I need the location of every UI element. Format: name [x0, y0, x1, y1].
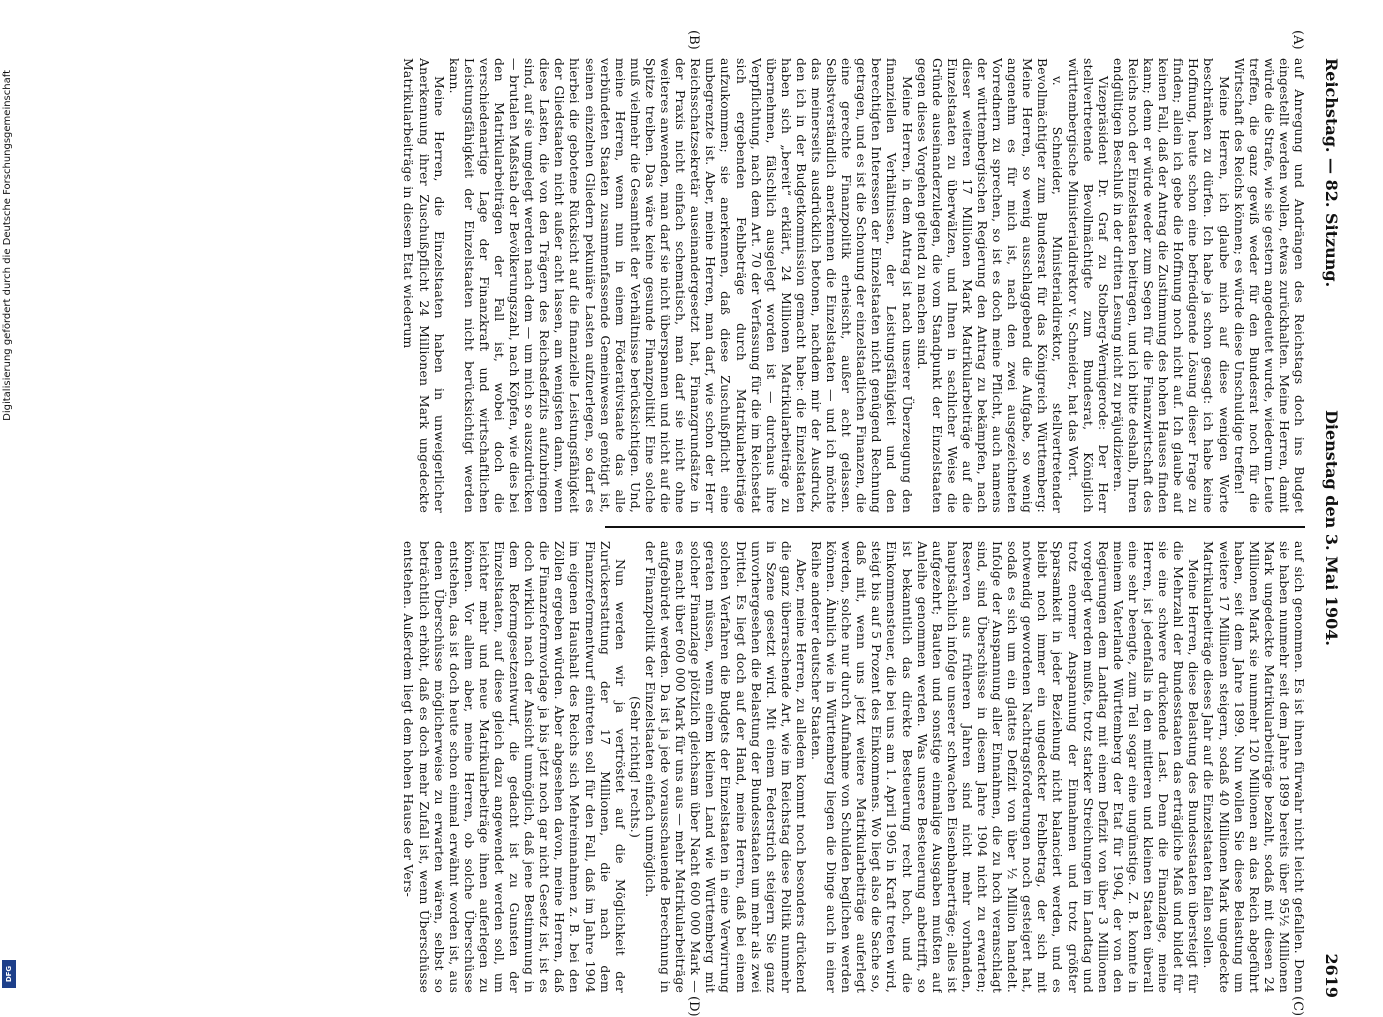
header-publication: Reichstag. — 82. Sitzung.: [1322, 58, 1341, 288]
column-right: [82, 541, 1307, 993]
margin-marker-d: (D): [686, 996, 701, 1017]
paragraph: auf Anregung und Andrängen des Reichstags doch ins Budget eingestellt werden wollen, etwas zurückhalten. Meine Herren, damit würde die Strafe, wie sie gestern angedeutet wurde, wiederum Leute treffen, die ganz gewiß weder für den Bundesrat noch für die Wirtschaft des Reichs können; es würde diese Unschuldige treffen!: [1231, 58, 1307, 513]
paragraph: Vizepräsident Dr. Graf zu Stolberg-Wernigerode: Der Herr stellvertretende Bevollmächtigte zum Bundesrat, Königlich württembergische Ministerialdirektor v. Schneider, hat das Wort.: [1065, 58, 1111, 513]
column-left: [82, 58, 1307, 513]
paragraph: v. Schneider, Ministerialdirektor, stellvertretender Bevollmächtigter zum Bundesrat für das Königreich Württemberg: Meine Herren, so wenig ausschlaggebend die Aufgabe, so wenig angenehm es für mich ist, nach den zwei ausgezeichneten Vorrednern zu sprechen, so ist es doch meine Pflicht, auch namens der württembergischen Regierung den Antrag zu bekämpfen, nach dieser weiteren 17 Millionen Mark Matrikularbeiträge auf die Einzelstaaten zu überwälzen, und Ihnen in sachlicher Weise die Gründe auseinanderzulegen, die vom Standpunkt der Einzelstaaten gegen dieses Vorgehen geltend zu machen sind.: [914, 58, 1066, 513]
credit-text: Digitalisierung gefördert durch die Deutsche Forschungsgemeinschaft: [2, 70, 13, 421]
page-number: 2619: [1322, 953, 1341, 998]
document-page: [76, 30, 1341, 1017]
paragraph: auf sich genommen. Es ist ihnen fürwahr nicht leicht gefallen. Denn sie haben nunmehr seit dem Jahre 1899 bereits über 95½ Millionen Mark ungedeckte Matrikularbeiträge bezahlt, sodaß mit diesen 24 Millionen Mark sie nunmehr 120 Millionen an das Reich abgeführt haben, seit dem Jahre 1899. Nun wollen Sie diese Belastung um weitere 17 Millionen steigern, sodaß 40 Millionen Mark ungedeckte Matrikularbeiträge dieses Jahr auf die Einzelstaaten fallen sollen.: [1201, 541, 1307, 993]
dfg-logo-text: DFG: [5, 965, 13, 983]
page-header: [1315, 58, 1341, 998]
dfg-logo: [2, 960, 16, 988]
paragraph: Meine Herren, die Einzelstaaten haben in unweigerlicher Anerkennung ihrer Zuschußpflicht 24 Millionen Mark ungedeckte Matrikularbeiträge in diesem Etat wiederum: [401, 58, 447, 513]
margin-marker-b: (B): [686, 30, 701, 50]
paragraph: Meine Herren, diese Belastung des Bundesstaaten übersteigt für die Mehrzahl der Bundesstaaten das erträgliche Maß und bildet für sie eine schwere drückende Last. Denn die Finanzlage, meine Herren, ist jedenfalls in den mittleren und kleinen Staaten überall eine sehr beengte, zum Teil sogar eine ungünstige. Z. B. konnte in meinem Vaterlande Württemberg der Etat für 1904, der von den Regierungen dem Landtag mit einem Defizit von über 3 Millionen vorgelegt werden mußte, trotz starker Streichungen im Landtag und trotz enormer Anspannung der Einnahmen und trotz größter Sparsamkeit in jeder Beziehung nicht balanciert werden, und es bleibt noch immer ein ungedeckter Fehlbetrag, der sich mit notwendig gewordenen Nachtragsforderungen noch gesteigert hat, sodaß es sich um ein glattes Defizit von über ½ Million handelt. Infolge der Anspannung aller Einnahmen, die zu hoch veranschlagt sind, sind Überschüsse in diesem Jahre 1904 nicht zu erwarten; Reserven aus früheren Jahren sind nicht mehr vorhanden, hauptsächlich infolge unserer schwachen Eisenbahnerträge; alles ist aufgezehrt; Bauten und sonstige einmalige Ausgaben mußten auf Anleihe genommen werden. Was unsere Besteuerung anbetrifft, so ist bekanntlich das direkte Besteuerung recht hoch, und die Einkommensteuer, die bei uns am 1. April 1905 in Kraft treten wird, steigt bis auf 5 Prozent des Einkommens. Wo liegt also die Sache so, daß mit, wenn uns jetzt weitere Matrikularbeiträge auferlegt werden, solche nur durch Aufnahme von Schulden beglichen werden können. Ähnlich wie in Württemberg liegen die Dinge auch in einer Reihe anderer deutscher Staaten.: [809, 541, 1202, 993]
paragraph: Aber, meine Herren, zu alledem kommt noch besonders drückend die ganz überraschende Art, wie im Reichstag diese Politik nunmehr in Szene gesetzt wird. Mit einem Federstrich steigern Sie ganz unvorhergesehen die Belastung der Bundesstaaten um mehr als zwei Drittel. Es liegt doch auf der Hand, meine Herren, daß bei einem solchen Verfahren die Budgets der Einzelstaaten in eine Verwirrung geraten müssen, wenn einem kleinen Land wie Württemberg mit solcher Finanzlage plötzlich gleichsam über Nacht 600 000 Mark — es macht über 600 000 Mark für uns aus — mehr Matrikularbeiträge aufgebürdet werden. Da ist ja jede vorausschauende Berechnung in der Finanzpolitik der Einzelstaaten einfach unmöglich.: [642, 541, 809, 993]
column-divider: [605, 526, 1305, 528]
interjection: (Sehr richtig! rechts.): [627, 696, 643, 838]
digitization-credit: [2, 70, 16, 990]
paragraph: Meine Herren, in dem Antrag ist nach unserer Überzeugung den finanziellen Verhältnissen, der Leistungsfähigkeit und den berechtigten Interessen der Einzelstaaten nicht genügend Rechnung getragen, und es ist die Schonung der einzelstaatlichen Finanzen, die eine gerechte Finanzpolitik erheischt, außer acht gelassen. Selbstverständlich anerkennen die Einzelstaaten — und ich möchte das meinerseits ausdrücklich betonen, nachdem mir der Ausdruck, den ich in der Budgetkommission gemacht habe: die Einzelstaaten haben sich „bereit“ erklärt, 24 Millionen Matrikularbeiträge zu übernehmen, fälschlich ausgelegt worden ist — durchaus ihre Verpflichtung, nach dem Art. 70 der Verfassung für die im Reichsetat sich ergebenden Fehlbeträge durch Matrikularbeiträge aufzukommen; sie anerkennen, daß diese Zuschußpflicht eine unbegrenzte ist. Aber, meine Herren, man darf, wie schon der Herr Reichsschatzsekretär auseinandergesetzt hat, Finanzgrundsätze in der Praxis nicht einfach schematisch, man darf sie nicht ohne weiteres anwenden, man darf sie nicht überspannen und nicht auf die Spitze treiben. Das wäre keine gesunde Finanzpolitik! Eine solche muß vielmehr die Gesamtheit der Verhältnisse berücksichtigen. Und, meine Herren, wenn nun in einem Föderativstaate das alle verbündeten Staaten zusammenfassende Gemeinwesen genötigt ist, seinen einzelnen Gliedern pekuniäre Lasten aufzuerlegen, so darf es hierbei die gebotene Rücksicht auf die finanzielle Leistungsfähigkeit der Gliedstaaten nicht außer acht lassen, am wenigsten dann, wenn diese Lasten, die von den Trägern des Reichsdefizits aufzubringen sind, auf sie umgelegt werden nach dem — um mich so auszudrücken — brutalen Maßstab der Bevölkerungszahl, nach Köpfen, wie dies bei den Matrikularbeiträgen der Fall ist, wobei doch die verschiedenartige Lage der Finanzkraft und wirtschaftlichen Leistungsfähigkeit der Einzelstaaten nicht berücksichtigt werden kann.: [446, 58, 915, 513]
paragraph: Nun werden wir ja vertröstet auf die Möglichkeit der Zurückerstattung der 17 Millionen, die nach dem Finanzreformentwurf eintreten soll für den Fall, daß im Jahre 1904 im eigenen Haushalt des Reichs sich Mehreinnahmen z. B. bei den Zöllen ergeben würden. Aber abgesehen davon, meine Herren, daß die Finanzreformvorlage ja bis jetzt noch gar nicht Gesetz ist, ist es doch wirklich nach der Ansicht unmöglich, daß jene Bestimmung in dem Reformgesetzentwurf, die gedacht ist zu Gunsten der Einzelstaaten, auf diese gleich dazu angewendet werden soll, um leichter mehr und neue Matrikularbeiträge ihnen auferlegen zu können. Vor allem aber, meine Herren, ob solche Überschüsse entstehen, das ist doch heute schon einmal erwähnt worden ist, aus denen Überschüsse möglicherweise zu erwarten wären, selbst so beträchtlich erhöht, daß es doch mehr Zufall ist, wenn Überschüsse entstehen. Außerdem liegt dem hohen Hause der Vers-: [401, 541, 628, 993]
paragraph: Meine Herren, ich glaube mich auf diese wenigen Worte beschränken zu dürfen. Ich habe ja schon gesagt: ich habe keine Hoffnung, heute schon eine befriedigende Lösung dieser Frage zu finden; allein ich gebe die Hoffnung noch nicht auf. Ich glaube auf keinen Fall, daß der Antrag die Zustimmung des hohen Hauses finden kann; denn er würde weder zum Segen für die Finanzwirtschaft des Reichs noch der Einzelstaaten beitragen, und ich bitte deshalb, Ihren endgültigen Beschluß in der dritten Lesung nicht zu präjudizieren.: [1110, 58, 1232, 513]
margin-marker-a: (A): [1290, 30, 1305, 50]
header-date: Dienstag den 3. Mai 1904.: [1322, 410, 1341, 646]
margin-marker-c: (C): [1290, 996, 1305, 1017]
